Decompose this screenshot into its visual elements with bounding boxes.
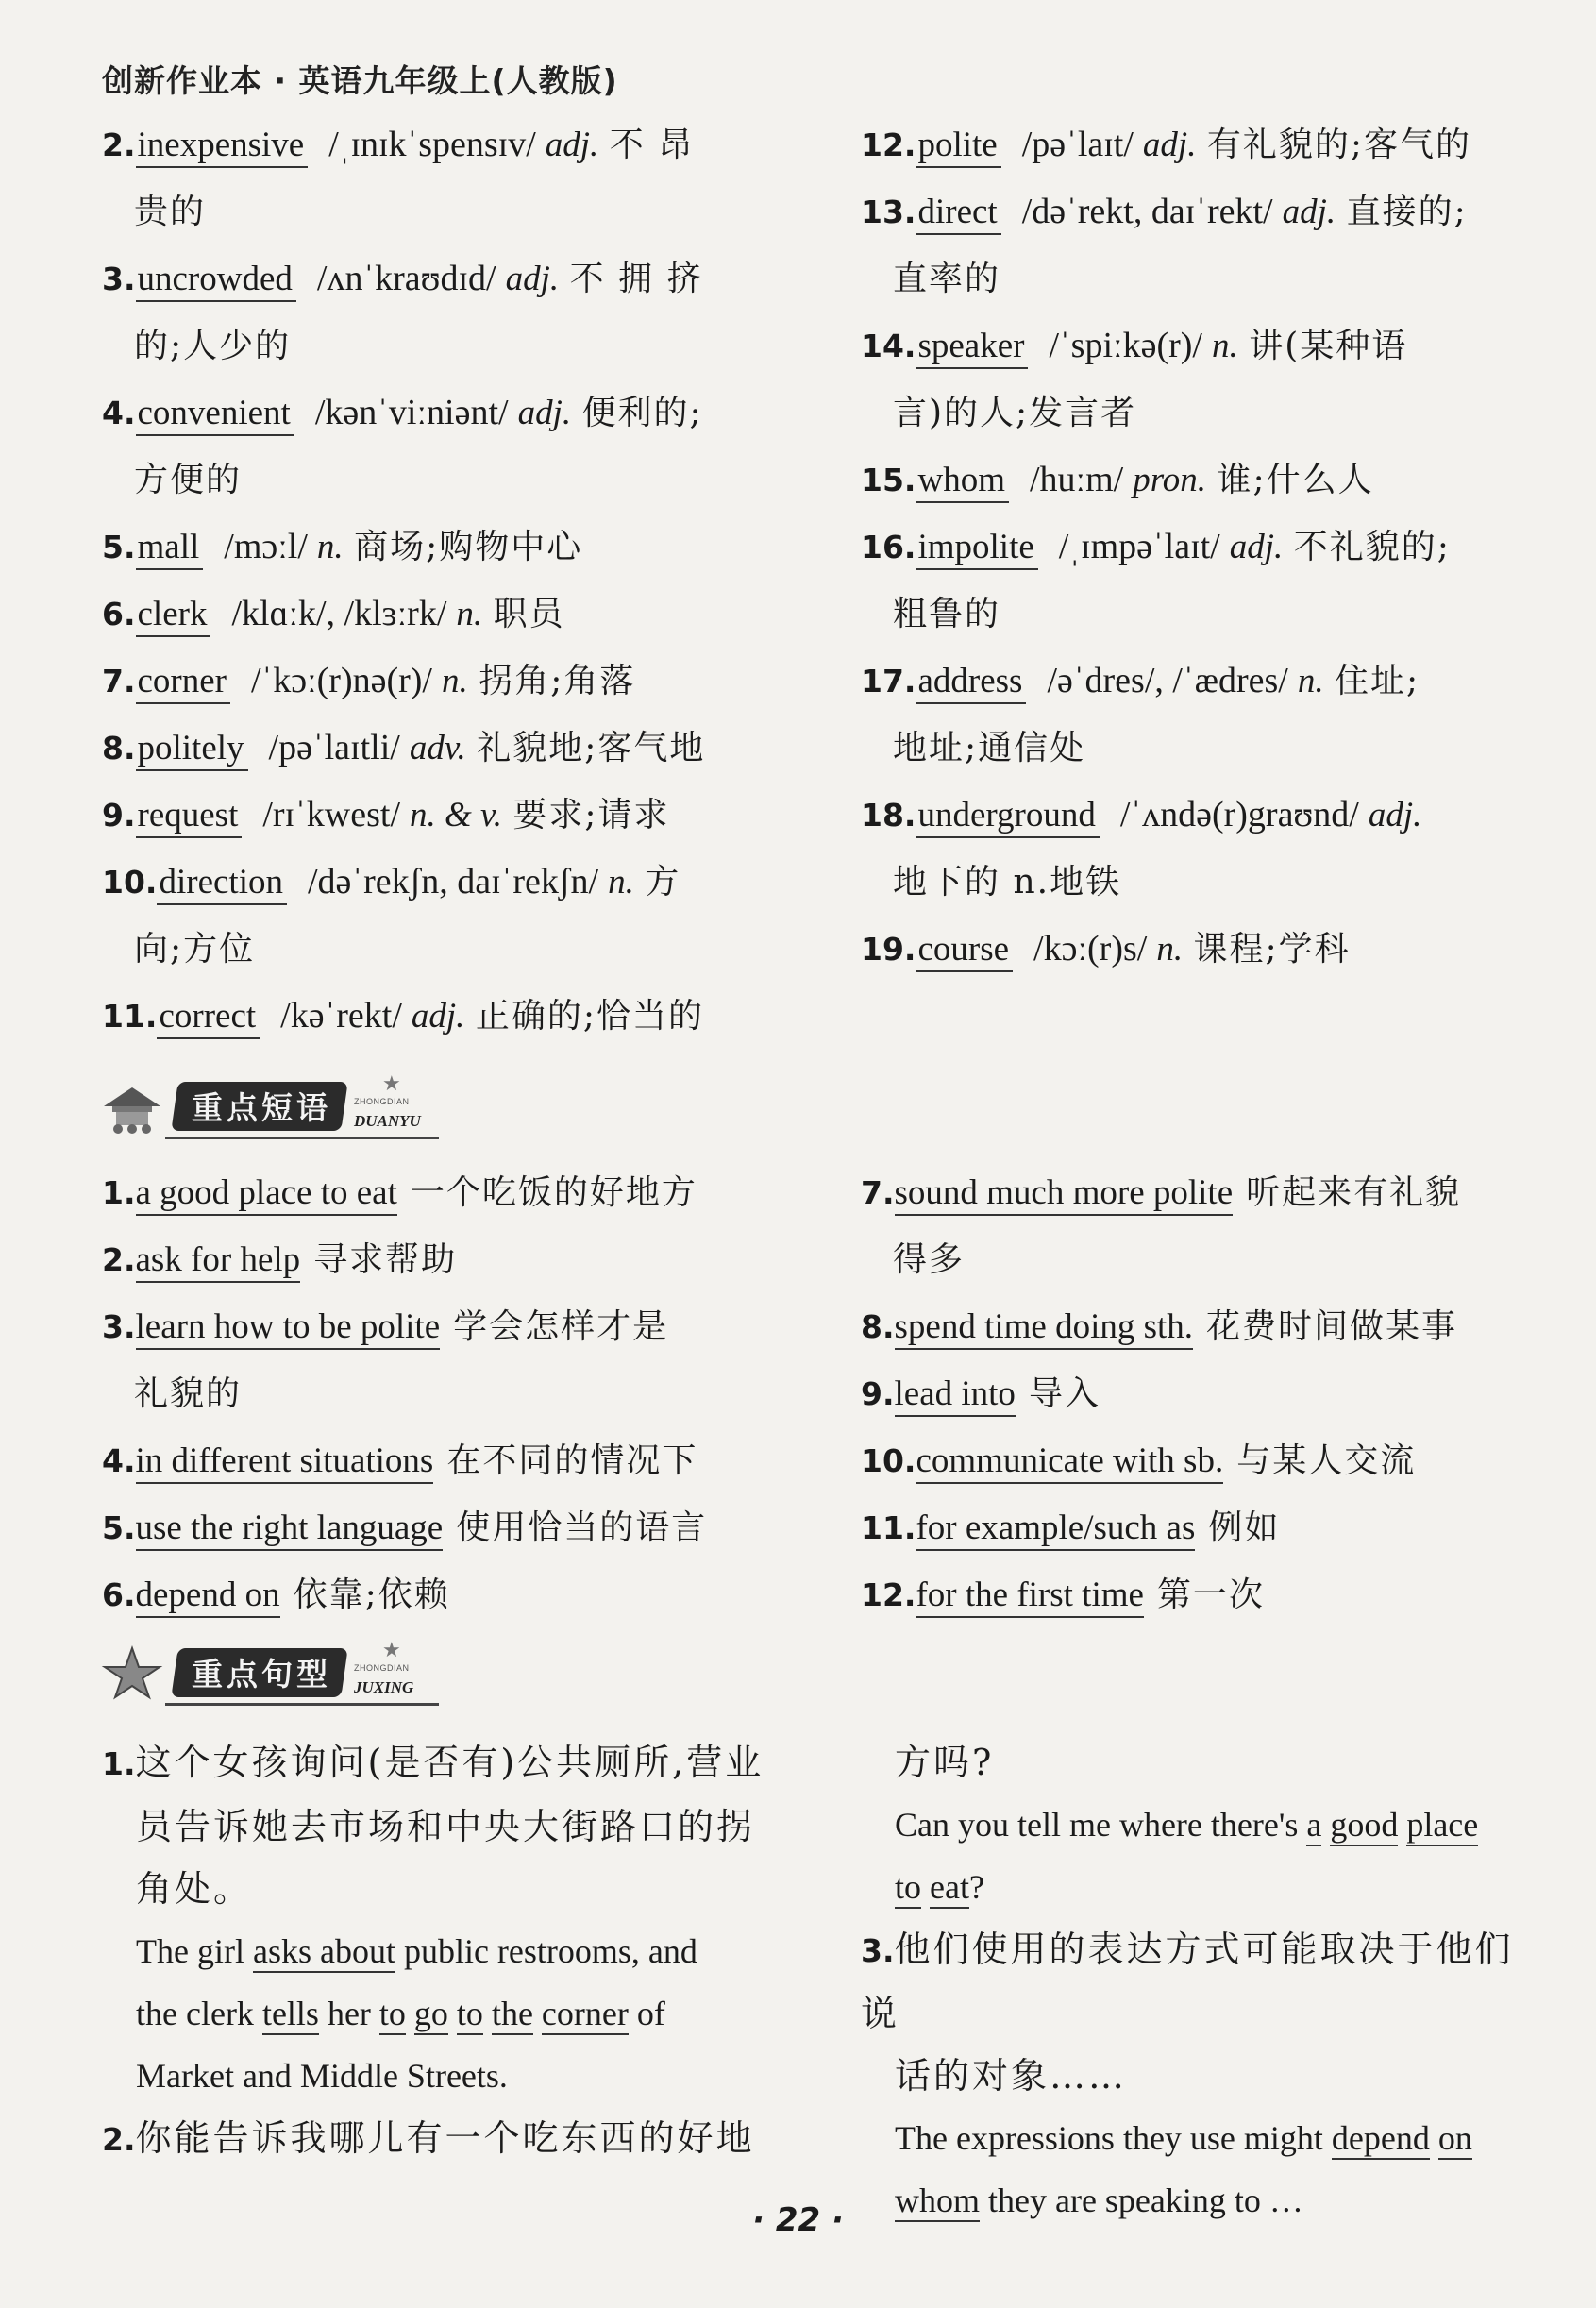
- definition: 拐角;角落: [479, 662, 636, 700]
- blank-answer: depend: [1332, 2119, 1430, 2160]
- phrase-entry: [102, 1293, 800, 1360]
- vocab-word: underground: [916, 796, 1099, 838]
- sentence-number: 2.: [102, 2121, 136, 2158]
- vocab-entry: [861, 446, 1559, 514]
- vocab-word: impolite: [916, 528, 1037, 570]
- vocab-entry-continued: [861, 849, 1559, 916]
- sentence-1-cn: [102, 1731, 781, 1795]
- phrase-english: a good place to eat: [136, 1173, 397, 1216]
- phrase-chinese: 例如: [1208, 1508, 1281, 1547]
- section-subtitle: JUXING: [354, 1678, 414, 1696]
- sentence-text: 话的对象……: [895, 2055, 1128, 2097]
- phrase-entry: [102, 1561, 800, 1628]
- part-of-speech: n.: [1211, 327, 1238, 365]
- definition: 职员: [493, 595, 565, 633]
- vocab-word: inexpensive: [136, 126, 309, 168]
- section-key-sentences: [99, 1635, 439, 1722]
- definition: 商场;购物中心: [354, 528, 583, 566]
- part-of-speech: n.: [316, 528, 344, 566]
- section-subtitle: DUANYU: [354, 1112, 421, 1130]
- phrase-english: lead into: [895, 1374, 1016, 1417]
- entry-number: 12.: [861, 1576, 916, 1613]
- phonetic: /ˈʌndə(r)graʊnd/: [1119, 795, 1359, 834]
- sentences-right-column: [861, 1731, 1540, 2232]
- blank-answer: to: [457, 1995, 483, 2035]
- phrase-entry: [102, 1159, 800, 1226]
- part-of-speech: adj.: [1368, 796, 1422, 834]
- section-underline: [165, 1703, 439, 1706]
- part-of-speech: adv.: [409, 729, 466, 767]
- entry-number: 2.: [102, 1241, 136, 1278]
- phonetic: /əˈdres/, /ˈædres/: [1047, 661, 1288, 700]
- part-of-speech: adj.: [505, 260, 560, 298]
- sentence-number: 3.: [861, 1932, 895, 1969]
- phrase-english: use the right language: [136, 1508, 444, 1551]
- sentence-3-cn-line2: [861, 2045, 1540, 2107]
- phrase-entry: [861, 1159, 1559, 1226]
- vocab-entry-continued: [102, 446, 800, 514]
- vocab-entry: [861, 648, 1559, 715]
- text: The girl: [136, 1932, 253, 1970]
- definition: 直率的: [893, 260, 1001, 298]
- phrase-english: in different situations: [136, 1441, 434, 1484]
- blank-answer: a: [1306, 1806, 1321, 1846]
- sentence-2-cn: [102, 2107, 781, 2171]
- definition: 住址;: [1335, 662, 1420, 700]
- page-header: 创新作业本 · 英语九年级上(人教版): [102, 62, 618, 99]
- definition: 不 拥 挤: [569, 260, 703, 298]
- vocab-entry: [102, 245, 800, 312]
- vocab-entry: [102, 782, 800, 849]
- vocab-entry: [102, 983, 800, 1050]
- phrase-english: ask for help: [136, 1240, 301, 1283]
- phonetic: /ˌɪnɪkˈspensɪv/: [328, 125, 536, 164]
- vocab-word: speaker: [916, 327, 1028, 369]
- part-of-speech: adj.: [517, 394, 572, 432]
- phonetic: /rɪˈkwest/: [262, 795, 400, 834]
- phrase-chinese: 寻求帮助: [313, 1240, 458, 1279]
- phonetic: /huːm/: [1029, 460, 1124, 499]
- vocab-word: request: [136, 796, 243, 838]
- part-of-speech: n.: [1297, 662, 1324, 700]
- phrase-entry-continued: [861, 1226, 1559, 1293]
- entry-number: 3.: [102, 261, 136, 297]
- phrase-entry: [861, 1427, 1559, 1494]
- vocab-entry: [861, 111, 1559, 178]
- vocab-entry: [102, 379, 800, 446]
- phrase-entry: [861, 1561, 1559, 1628]
- vocab-entry: [861, 312, 1559, 379]
- part-of-speech: adj.: [1282, 193, 1336, 231]
- definition: 课程;学科: [1193, 930, 1351, 969]
- entry-number: 8.: [102, 730, 136, 767]
- definition: 地址;通信处: [893, 729, 1086, 767]
- text: the clerk: [136, 1995, 262, 2032]
- text: Market and Middle Streets.: [136, 2057, 508, 2095]
- vocab-entry: [102, 715, 800, 782]
- definition: 谁;什么人: [1217, 461, 1374, 499]
- phrase-chinese: 第一次: [1156, 1575, 1265, 1614]
- blank-answer: the: [492, 1995, 533, 2035]
- blank-answer: asks about: [253, 1932, 395, 1973]
- sentence-2-cn-line2: [861, 1731, 1540, 1794]
- sentence-text: 方吗?: [895, 1742, 995, 1783]
- text: ?: [968, 1868, 984, 1906]
- entry-number: 13.: [861, 194, 916, 230]
- star-icon: ★: [382, 1639, 401, 1662]
- section-pinyin: ZHONGDIAN: [354, 1097, 410, 1106]
- definition: 有礼貌的;客气的: [1206, 126, 1472, 164]
- text: they are speaking to …: [980, 2182, 1303, 2219]
- phrase-english: sound much more polite: [895, 1173, 1234, 1216]
- entry-number: 9.: [102, 797, 136, 834]
- blank-answer: place: [1406, 1806, 1478, 1846]
- phonetic: /pəˈlaɪtli/: [268, 728, 400, 767]
- vocab-entry-continued: [102, 178, 800, 245]
- phonetic: /kəˈrekt/: [280, 996, 402, 1036]
- definition: 直接的;: [1346, 193, 1468, 231]
- part-of-speech: n.: [1156, 930, 1184, 969]
- sentence-text: 他们使用的表达方式可能取决于他们说: [861, 1929, 1514, 2034]
- sentence-3-cn: [861, 1918, 1540, 2045]
- entry-number: 1.: [102, 1174, 136, 1211]
- entry-number: 9.: [861, 1375, 895, 1412]
- entry-number: 3.: [102, 1308, 136, 1345]
- phrase-english: for the first time: [916, 1575, 1143, 1618]
- text: The expressions they use might: [895, 2119, 1332, 2157]
- phrase-chinese: 礼貌的: [134, 1374, 243, 1413]
- part-of-speech: adj.: [545, 126, 599, 164]
- vocab-entry: [102, 648, 800, 715]
- phonetic: /dəˈrekt, daɪˈrekt/: [1021, 192, 1273, 231]
- phrase-chinese: 导入: [1028, 1374, 1100, 1413]
- vocab-entry-continued: [861, 245, 1559, 312]
- phrases-left-column: [102, 1159, 800, 1628]
- phrase-entry: [102, 1494, 800, 1561]
- definition: 的;人少的: [134, 327, 292, 365]
- entry-number: 16.: [861, 529, 916, 565]
- text: of: [628, 1995, 665, 2032]
- sentence-2-en-line2: [861, 1856, 1540, 1918]
- sentence-1-cn-line2: [102, 1795, 781, 1858]
- page-number: · 22 ·: [752, 2201, 844, 2239]
- section-title: 重点短语: [192, 1089, 331, 1126]
- entry-number: 15.: [861, 462, 916, 498]
- blank-answer: to: [379, 1995, 406, 2035]
- entry-number: 12.: [861, 126, 916, 163]
- sentence-text: 这个女孩询问(是否有)公共厕所,营业: [135, 1742, 764, 1783]
- vocab-entry-continued: [102, 916, 800, 983]
- definition: 方便的: [134, 461, 243, 499]
- entry-number: 5.: [102, 529, 136, 565]
- part-of-speech: adj.: [1229, 528, 1284, 566]
- vocab-entry: [861, 782, 1559, 849]
- definition: 言)的人;发言者: [893, 394, 1137, 432]
- entry-number: 8.: [861, 1308, 895, 1345]
- sentence-1-cn-line3: [102, 1858, 781, 1920]
- sentences-left-column: [102, 1731, 781, 2171]
- phrase-chinese: 与某人交流: [1236, 1441, 1417, 1480]
- part-of-speech: pron.: [1133, 461, 1206, 499]
- part-of-speech: adj.: [1142, 126, 1197, 164]
- phonetic: /ˈkɔː(r)nə(r)/: [251, 661, 432, 700]
- entry-number: 10.: [102, 864, 158, 901]
- vocab-entry: [102, 111, 800, 178]
- vocab-right-column: [861, 111, 1559, 983]
- vocab-left-column: [102, 111, 800, 1050]
- section-key-phrases: [99, 1069, 439, 1155]
- phrases-right-column: [861, 1159, 1559, 1628]
- part-of-speech: n.: [456, 595, 483, 633]
- phonetic: /ʌnˈkraʊdɪd/: [316, 259, 496, 298]
- phonetic: /pəˈlaɪt/: [1021, 125, 1134, 164]
- vocab-word: polite: [916, 126, 1000, 168]
- phrase-chinese: 花费时间做某事: [1206, 1307, 1458, 1346]
- entry-number: 7.: [861, 1174, 895, 1211]
- sentence-1-en-line2: [102, 1982, 781, 2045]
- text: her: [318, 1995, 379, 2032]
- vocab-word: address: [916, 662, 1026, 704]
- entry-number: 6.: [102, 596, 136, 632]
- blank-answer: go: [414, 1995, 448, 2035]
- vocab-word: correct: [157, 997, 260, 1039]
- sentence-text: 你能告诉我哪儿有一个吃东西的好地: [135, 2117, 755, 2159]
- phonetic: /mɔːl/: [224, 527, 308, 566]
- definition: 礼貌地;客气地: [477, 729, 706, 767]
- vocab-word: mall: [136, 528, 204, 570]
- phrase-english: for example/such as: [916, 1508, 1195, 1551]
- vocab-word: direct: [916, 193, 1000, 235]
- vocab-entry-continued: [861, 379, 1559, 446]
- phonetic: /kɔː(r)s/: [1033, 929, 1148, 969]
- text: public restrooms, and: [395, 1932, 697, 1970]
- phrase-entry: [102, 1226, 800, 1293]
- definition: 方: [645, 863, 681, 901]
- phonetic: /dəˈrekʃn, daɪˈrekʃn/: [307, 862, 599, 901]
- vocab-word: direction: [157, 863, 287, 905]
- blank-answer: to: [895, 1868, 921, 1909]
- blank-answer: eat: [930, 1868, 969, 1909]
- sentence-2-en-line1: [861, 1794, 1540, 1856]
- phrase-entry: [861, 1360, 1559, 1427]
- vocab-word: whom: [916, 461, 1009, 503]
- vocab-entry: [102, 849, 800, 916]
- phrase-english: spend time doing sth.: [895, 1307, 1194, 1350]
- vocab-entry-continued: [861, 715, 1559, 782]
- section-pinyin: ZHONGDIAN: [354, 1663, 410, 1673]
- phrase-chinese: 得多: [893, 1240, 966, 1279]
- phonetic: /ˌɪmpəˈlaɪt/: [1058, 527, 1220, 566]
- blank-answer: tells: [262, 1995, 319, 2035]
- entry-number: 19.: [861, 931, 916, 968]
- definition: 要求;请求: [512, 796, 670, 834]
- sentence-1-en-line3: [102, 2045, 781, 2107]
- entry-number: 11.: [861, 1509, 916, 1546]
- entry-number: 18.: [861, 797, 916, 834]
- phrase-english: depend on: [136, 1575, 280, 1618]
- definition: 地下的 n.地铁: [893, 863, 1122, 901]
- phonetic: /kənˈviːniənt/: [314, 393, 509, 432]
- definition: 讲(某种语: [1249, 327, 1408, 365]
- entry-number: 4.: [102, 395, 136, 431]
- entry-number: 11.: [102, 998, 158, 1035]
- section-title: 重点句型: [192, 1656, 331, 1693]
- definition: 不礼貌的;: [1293, 528, 1451, 566]
- part-of-speech: n.: [608, 863, 634, 901]
- blank-answer: whom: [895, 2182, 980, 2222]
- phrase-chinese: 一个吃饭的好地方: [410, 1173, 697, 1212]
- vocab-entry: [102, 581, 800, 648]
- phonetic: /klɑːk/, /klɜːrk/: [231, 594, 447, 633]
- phrase-chinese: 依靠;依赖: [293, 1575, 450, 1614]
- text: Can you tell me where there's: [895, 1806, 1307, 1844]
- vocab-entry: [102, 514, 800, 581]
- entry-number: 4.: [102, 1442, 136, 1479]
- vocab-word: clerk: [136, 595, 211, 637]
- part-of-speech: n.: [442, 662, 468, 700]
- phrase-english: communicate with sb.: [916, 1441, 1223, 1484]
- entry-number: 10.: [861, 1442, 916, 1479]
- section-underline: [165, 1137, 439, 1139]
- sentence-3-en-line1: [861, 2107, 1540, 2169]
- phrase-chinese: 学会怎样才是: [453, 1307, 669, 1346]
- vocab-word: uncrowded: [136, 260, 296, 302]
- sentence-number: 1.: [102, 1745, 136, 1782]
- vocab-entry: [861, 178, 1559, 245]
- vocab-word: course: [916, 930, 1013, 972]
- entry-number: 17.: [861, 663, 916, 699]
- definition: 正确的;恰当的: [475, 997, 705, 1036]
- entry-number: 2.: [102, 126, 136, 163]
- vocab-entry: [861, 916, 1559, 983]
- phrase-entry: [102, 1427, 800, 1494]
- entry-number: 5.: [102, 1509, 136, 1546]
- blank-answer: corner: [542, 1995, 629, 2035]
- definition: 不 昂: [609, 126, 695, 164]
- blank-answer: on: [1438, 2119, 1472, 2160]
- sentence-1-en-line1: [102, 1920, 781, 1982]
- phrase-entry: [861, 1494, 1559, 1561]
- phrase-chinese: 使用恰当的语言: [456, 1508, 708, 1547]
- vocab-entry: [861, 514, 1559, 581]
- sentence-text: 角处。: [136, 1868, 253, 1910]
- sentence-text: 员告诉她去市场和中央大街路口的拐: [136, 1806, 756, 1847]
- vocab-word: corner: [136, 662, 231, 704]
- phrase-entry: [861, 1293, 1559, 1360]
- definition: 便利的;: [581, 394, 703, 432]
- vocab-word: politely: [136, 729, 248, 771]
- vocab-entry-continued: [861, 581, 1559, 648]
- definition: 粗鲁的: [893, 595, 1001, 633]
- definition: 向;方位: [134, 930, 256, 969]
- definition: 贵的: [134, 193, 207, 231]
- entry-number: 7.: [102, 663, 136, 699]
- vocab-entry-continued: [102, 312, 800, 379]
- part-of-speech: adj.: [411, 997, 465, 1036]
- entry-number: 14.: [861, 328, 916, 364]
- phrase-chinese: 在不同的情况下: [446, 1441, 698, 1480]
- pagoda-icon: [99, 1078, 165, 1135]
- star-icon: ★: [382, 1072, 401, 1096]
- vocab-word: convenient: [136, 394, 294, 436]
- part-of-speech: n. & v.: [410, 796, 502, 834]
- phrase-english: learn how to be polite: [136, 1307, 441, 1350]
- phrase-chinese: 听起来有礼貌: [1246, 1173, 1462, 1212]
- phrase-entry-continued: [102, 1360, 800, 1427]
- entry-number: 6.: [102, 1576, 136, 1613]
- star-burst-icon: [99, 1644, 165, 1701]
- blank-answer: good: [1330, 1806, 1398, 1846]
- phonetic: /ˈspiːkə(r)/: [1049, 326, 1202, 365]
